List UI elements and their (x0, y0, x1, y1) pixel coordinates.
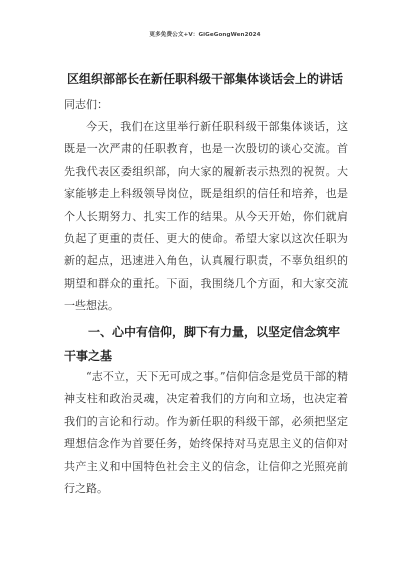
paragraph-section-1: “志不立，天下无可成之事。”信仰信念是党员干部的精神支柱和政治灵魂，决定着我们的方向和立场，也决定着我们的言论和行动。作为新任职的科级干部，必须把坚定理想信念作为首要任务，始终保持对马克思主义的信仰对共产主义和中国特色社会主义的信念，让信仰之光照亮前行之路。 (64, 370, 348, 496)
paragraph-intro: 今天，我们在这里举行新任职科级干部集体谈话，这既是一次严肃的任职教育，也是一次殷切的谈心交流。首先我代表区委组织部，向大家的履新表示热烈的祝贺。大家能够走上科级领导岗位，既是组织的信任和培养，也是个人长期努力、扎实工作的结果。从今天开始，你们就肩负起了更重的责任、更大的使命。希望大家以这次任职为新的起点，迅速进入角色，认真履行职责，不辜负组织的期望和群众的重托。下面，我围绕几个方面，和大家交流一些想法。 (64, 120, 348, 313)
section-heading-1: 一、心中有信仰，脚下有力量，以坚定信念筑牢干事之基 (64, 325, 341, 363)
document-title: 区组织部部长在新任职科级干部集体谈话会上的讲话 (66, 72, 343, 86)
page-header: 更多免费公文+V：GiGeGongWen2024 (149, 32, 261, 38)
salutation: 同志们： (64, 98, 108, 111)
